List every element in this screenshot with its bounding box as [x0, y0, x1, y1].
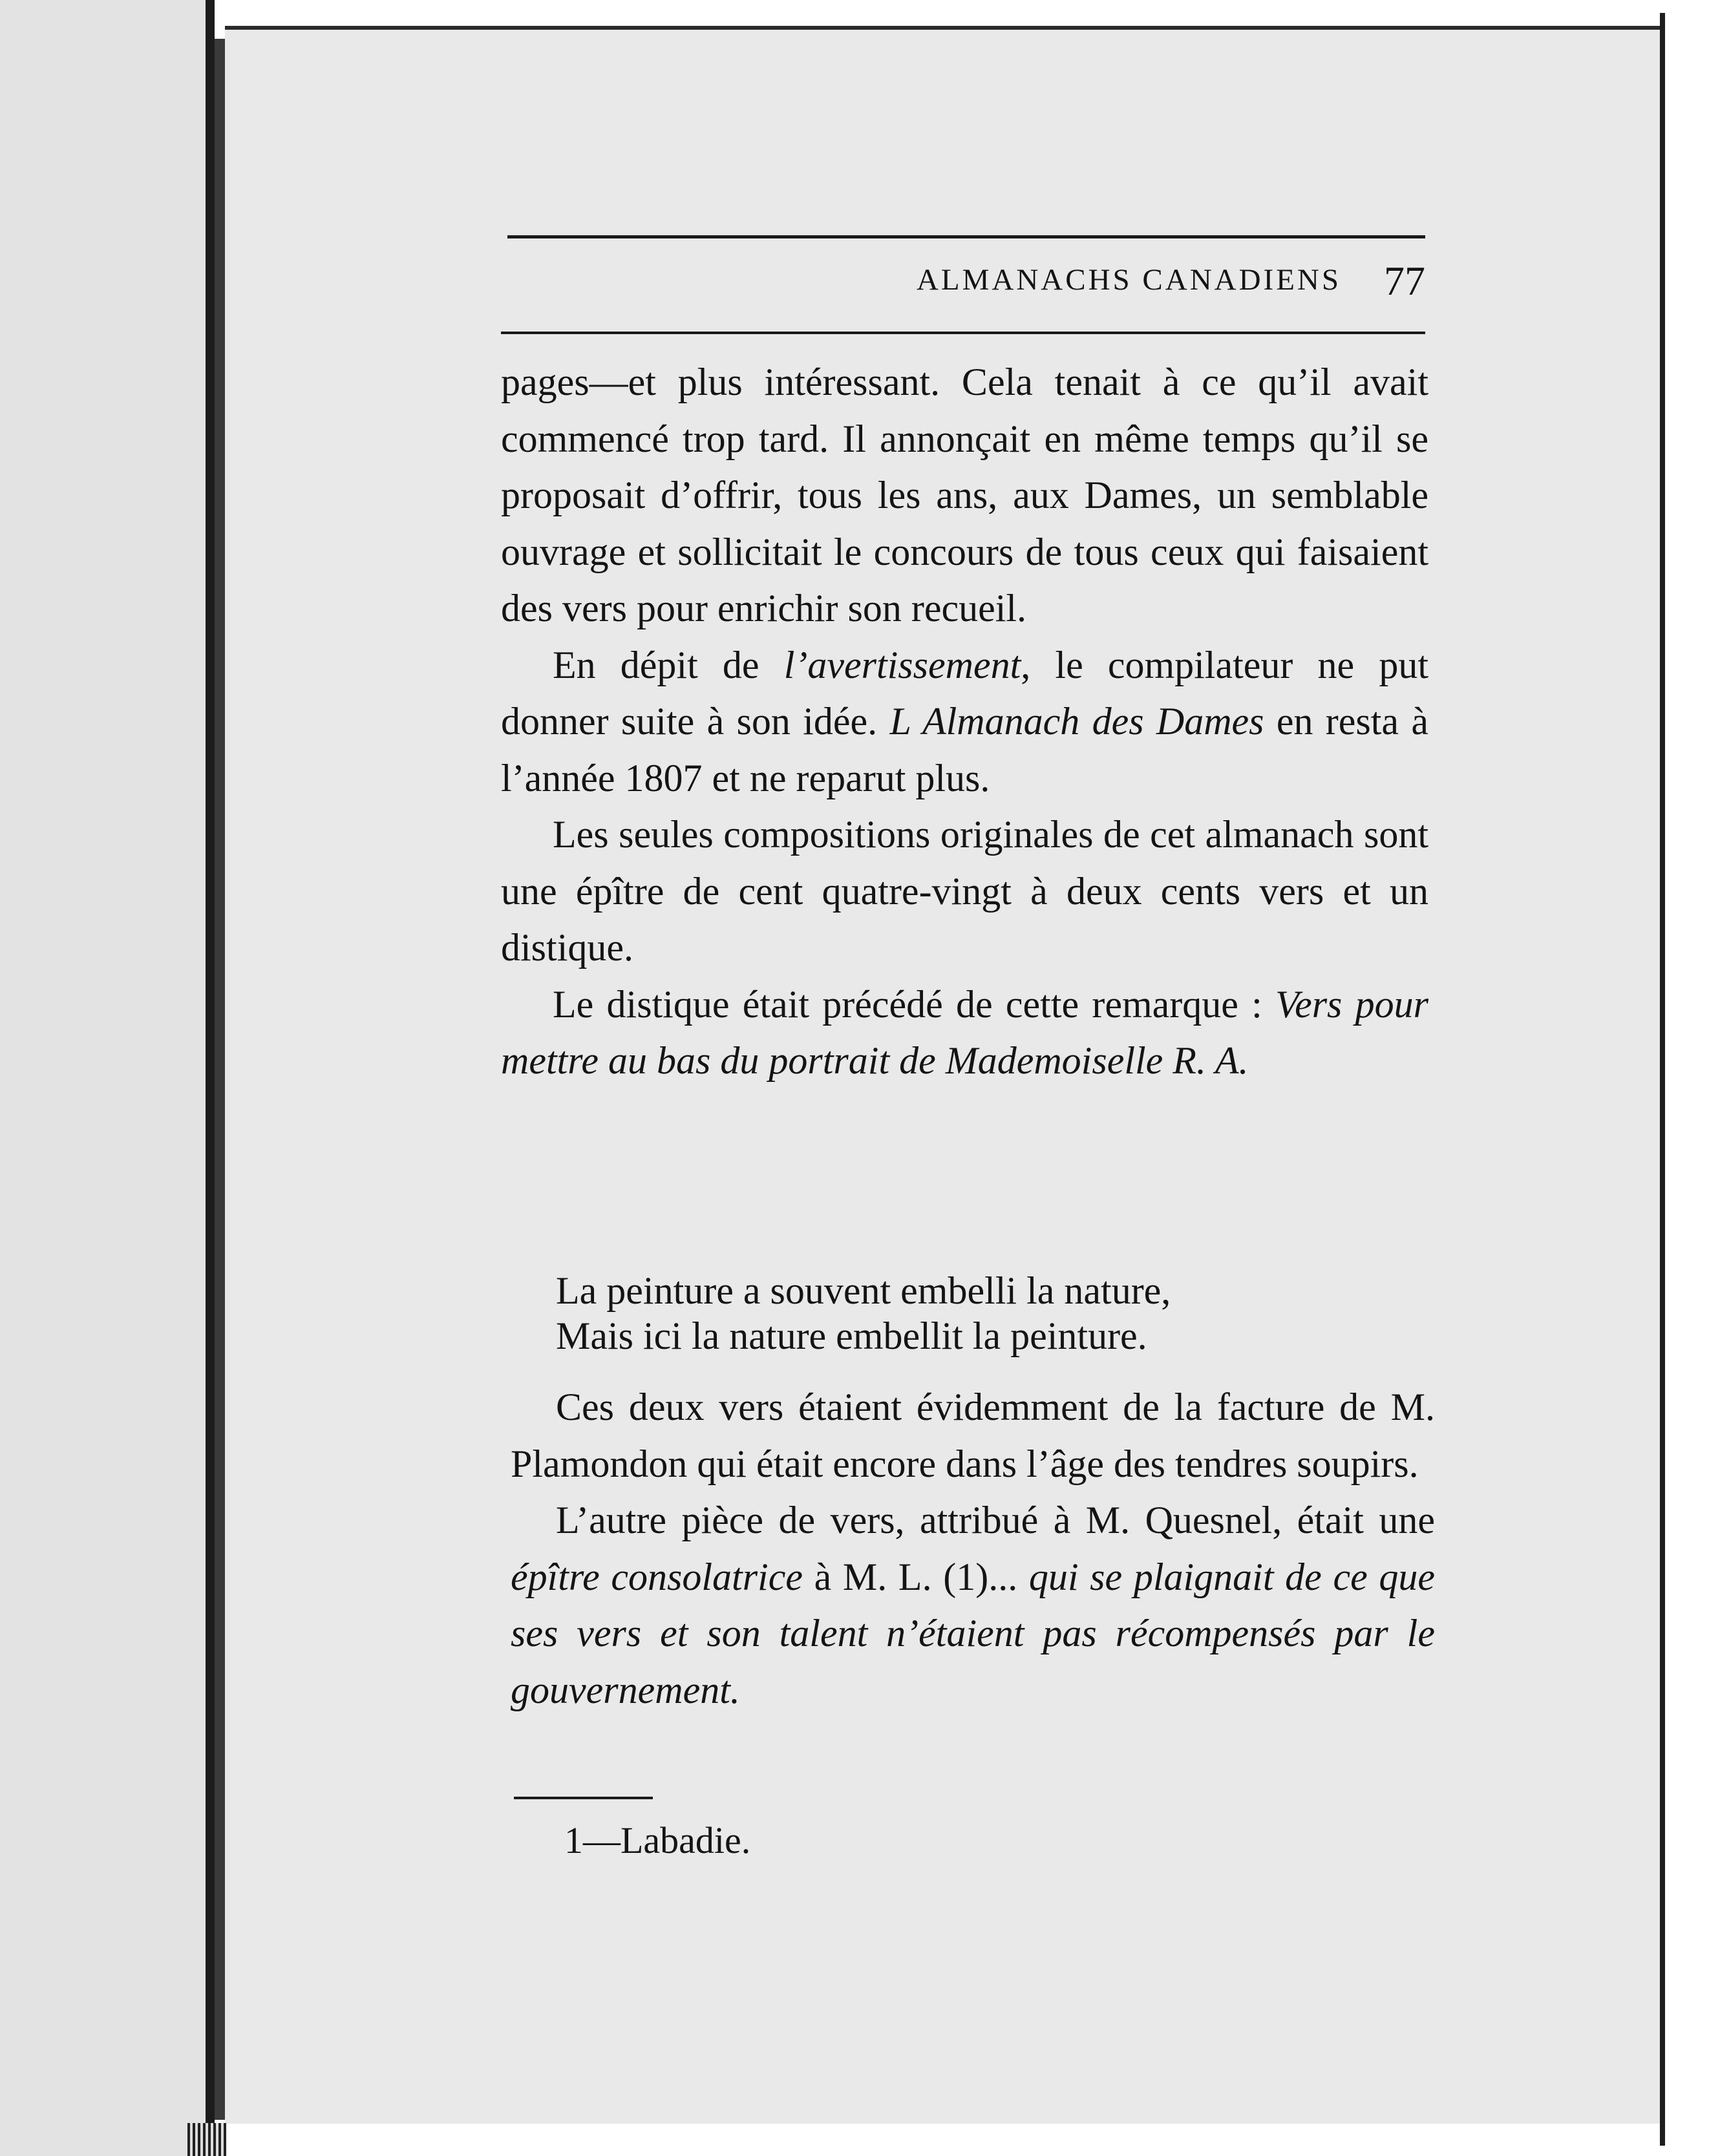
paragraph: En dépit de l’avertissement, le compilateur ne put donner suite à son idée. L Almanach des Dames en resta à l’année 1807 et ne reparut plus.: [501, 643, 1428, 799]
verse-line: Mais ici la nature embellit la peinture.: [556, 1315, 1147, 1357]
left-page-edge: [0, 0, 206, 2156]
body-text-continued: [511, 1379, 1435, 1718]
gutter-shadow: [206, 0, 215, 2156]
paragraph: Ces deux vers étaient évidemment de la facture de M. Plamondon qui était encore dans l’âge des tendres soupirs.: [511, 1386, 1435, 1485]
running-title: ALMANACHS CANADIENS: [916, 263, 1341, 297]
paragraph: Le distique était précédé de cette remarque : Vers pour mettre au bas du portrait de Mademoiselle R. A.: [501, 982, 1428, 1082]
page-number: 77: [1384, 258, 1425, 304]
header-rule-top: [507, 235, 1425, 238]
paragraph: pages—et plus intéressant. Cela tenait à ce qu’il avait commencé trop tard. Il annonçait en même temps qu’il se proposait d’offrir, tous les ans, aux Dames, un semblable ouvrage et sollicitait le concours de tous ceux qui faisaient des vers pour enrichir son recueil.: [501, 361, 1428, 629]
distich-verse: [556, 1268, 1396, 1358]
header-rule-bottom: [501, 332, 1425, 334]
footnote-rule: [514, 1797, 653, 1799]
body-text: [501, 354, 1428, 1090]
running-header: [507, 257, 1425, 302]
book-spine: [215, 39, 225, 2120]
paragraph: L’autre pièce de vers, attribué à M. Quesnel, était une épître consolatrice à M. L. (1)... qui se plaignait de ce que ses vers et son talent n’étaient pas récompensés par le gouvernement.: [511, 1499, 1435, 1711]
footnote: 1—Labadie.: [564, 1819, 751, 1861]
right-page-edge: [1660, 13, 1709, 2146]
verse-line: La peinture a souvent embelli la nature,: [556, 1269, 1171, 1312]
scan-strip: [187, 2123, 226, 2156]
paragraph: Les seules compositions originales de cet almanach sont une épître de cent quatre-vingt à deux cents vers et un distique.: [501, 813, 1428, 969]
